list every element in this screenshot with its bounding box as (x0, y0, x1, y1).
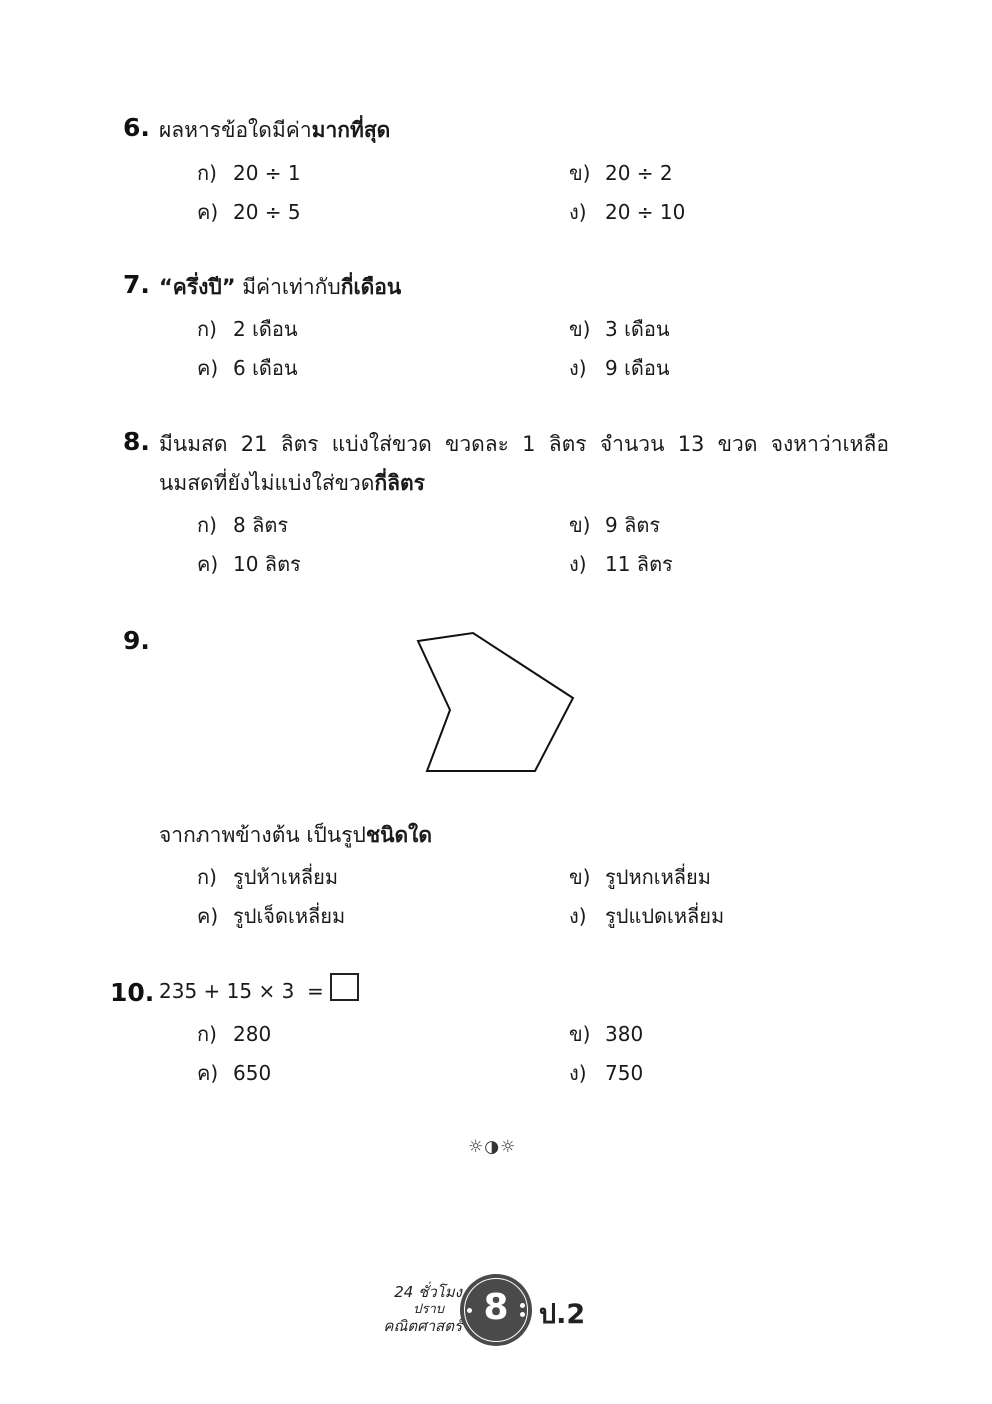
option-label: ก) (197, 317, 217, 341)
page-number: 8 (483, 1287, 509, 1328)
question-number: 10. (110, 978, 155, 1007)
question-number: 6. (123, 113, 150, 142)
option-a (197, 861, 338, 893)
page-number-badge (460, 1274, 532, 1346)
question-text-bold: กี่ลิตร (374, 471, 425, 495)
answer-box (330, 973, 359, 1001)
option-label: ค) (197, 1061, 219, 1085)
option-label: ง) (569, 200, 587, 224)
option-value: 20 ÷ 10 (605, 200, 686, 224)
question-text (159, 816, 432, 855)
question-number: 9. (123, 626, 150, 655)
option-value: รูปเจ็ดเหลี่ยม (233, 904, 346, 928)
option-value: รูปห้าเหลี่ยม (233, 865, 339, 889)
question-number: 8. (123, 427, 150, 456)
option-label: ง) (569, 356, 587, 380)
question-text-bold: มากที่สุด (311, 118, 391, 142)
option-value: 20 ÷ 5 (233, 200, 301, 224)
question-text-bold: กี่เดือน (340, 275, 402, 299)
option-label: ค) (197, 552, 219, 576)
question-text-line1: มีนมสด 21 ลิตร แบ่งใส่ขวด ขวดละ 1 ลิตร จำนวน 13 ขวด จงหาว่าเหลือ (159, 432, 889, 456)
option-label: ค) (197, 904, 219, 928)
option-label: ข) (569, 513, 591, 537)
option-label: ข) (569, 317, 591, 341)
option-value: 11 ลิตร (605, 552, 673, 576)
option-value: 20 ÷ 2 (605, 161, 673, 185)
book-title-line2: ปราบ (413, 1302, 444, 1317)
option-value: 650 (233, 1061, 272, 1085)
option-b (569, 861, 711, 893)
book-title-line3: คณิตศาสตร์ (383, 1317, 462, 1335)
option-value: 280 (233, 1022, 272, 1046)
option-c (197, 1057, 271, 1089)
book-title-line1: 24 ชั่วโมง (394, 1283, 462, 1301)
option-label: ค) (197, 356, 219, 380)
option-label: ค) (197, 200, 219, 224)
question-text (159, 972, 359, 1011)
option-label: ง) (569, 1061, 587, 1085)
math-expression: 235 + 15 × 3 = (159, 979, 324, 1003)
grade-label: ป.2 (539, 1299, 586, 1330)
question-text-bold: ชนิดใด (365, 823, 432, 847)
option-label: ข) (569, 1022, 591, 1046)
option-label: ก) (197, 1022, 217, 1046)
option-value: 9 ลิตร (605, 513, 661, 537)
option-label: ง) (569, 904, 587, 928)
book-title (380, 1284, 462, 1335)
option-value: 6 เดือน (233, 356, 298, 380)
question-quote: “ครึ่งปี” (159, 275, 236, 299)
option-label: ข) (569, 865, 591, 889)
option-label: ก) (197, 865, 217, 889)
option-value: 2 เดือน (233, 317, 298, 341)
option-d (569, 1057, 643, 1089)
question-text-plain: มีค่าเท่ากับ (235, 275, 341, 299)
option-value: 8 ลิตร (233, 513, 289, 537)
option-b (569, 1018, 643, 1050)
question-number: 7. (123, 270, 150, 299)
option-a (197, 1018, 271, 1050)
question-text-plain: นมสดที่ยังไม่แบ่งใส่ขวด (159, 471, 375, 495)
option-value: 9 เดือน (605, 356, 670, 380)
option-c (197, 900, 345, 932)
option-value: รูปหกเหลี่ยม (605, 865, 711, 889)
option-value: รูปแปดเหลี่ยม (605, 904, 725, 928)
option-label: ง) (569, 552, 587, 576)
option-label: ก) (197, 513, 217, 537)
option-value: 20 ÷ 1 (233, 161, 301, 185)
option-label: ก) (197, 161, 217, 185)
question-text-plain: จากภาพข้างต้น เป็นรูป (159, 823, 366, 847)
option-label: ข) (569, 161, 591, 185)
option-value: 10 ลิตร (233, 552, 301, 576)
sun-moon-ornament-icon: ☼◑☼ (468, 1137, 517, 1157)
option-value: 380 (605, 1022, 644, 1046)
option-value: 750 (605, 1061, 644, 1085)
question-text-plain: ผลหารข้อใดมีค่า (159, 118, 312, 142)
option-d (569, 900, 724, 932)
option-value: 3 เดือน (605, 317, 670, 341)
